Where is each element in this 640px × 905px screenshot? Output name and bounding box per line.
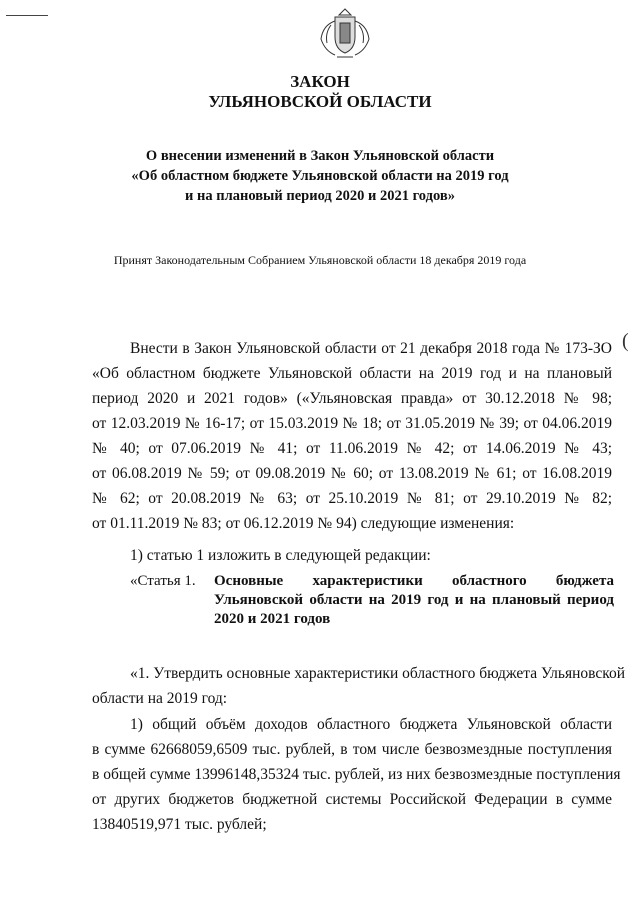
intro-paragraph [92,336,612,536]
coat-of-arms-icon [317,3,373,61]
text-line: № 40; от 07.06.2019 № 41; от 11.06.2019 № 42; от 14.06.2019 № 43; [92,440,612,457]
text-line: 1) статью 1 изложить в следующей редакции: [130,547,431,564]
text-line: Ульяновской области на 2019 год и на плановый период [214,592,614,608]
region-title: УЛЬЯНОВСКОЙ ОБЛАСТИ [208,92,432,111]
text-line: от 01.11.2019 № 83; от 06.12.2019 № 94) следующие изменения: [92,515,515,532]
law-title: ЗАКОН [290,72,350,91]
text-line: области на 2019 год: [92,690,228,707]
text-line: от 06.08.2019 № 59; от 09.08.2019 № 60; от 13.08.2019 № 61; от 16.08.2019 [92,465,612,482]
text-line: 2020 и 2021 годов [214,611,331,627]
margin-mark: ( [622,330,629,352]
adoption-note: Принят Законодательным Собранием Ульяновской области 18 декабря 2019 года [113,253,527,267]
article-heading [214,572,614,629]
text-line: № 62; от 20.08.2019 № 63; от 25.10.2019 № 81; от 29.10.2019 № 82; [92,490,612,507]
text-line: период 2020 и 2021 годов» («Ульяновская правда» от 30.12.2018 № 98; [92,390,612,407]
text-line: Внести в Закон Ульяновской области от 21 декабря 2018 года № 173-ЗО [130,340,612,357]
amendment-item [92,543,612,568]
text-line: «Об областном бюджете Ульяновской области на 2019 год и на плановый [92,365,612,382]
text-line: в сумме 62668059,6509 тыс. рублей, в том числе безвозмездные поступления [92,741,612,758]
text-line: в общей сумме 13996148,35324 тыс. рублей, из них безвозмездные поступления [92,766,621,783]
clause-1 [92,661,626,711]
clause-1-item-1 [92,712,621,837]
text-line: от 12.03.2019 № 16-17; от 15.03.2019 № 18; от 31.05.2019 № 39; от 04.06.2019 [92,415,612,432]
subject-line: и на плановый период 2020 и 2021 годов» [185,188,455,204]
text-line: от других бюджетов бюджетной системы Российской Федерации в сумме [92,791,612,808]
text-line: «1. Утвердить основные характеристики областного бюджета Ульяновской [130,665,626,682]
subject-line: «Об областном бюджете Ульяновской области на 2019 год [131,168,509,184]
text-line: 13840519,971 тыс. рублей; [92,816,267,833]
text-line: 1) общий объём доходов областного бюджета Ульяновской области [130,716,612,733]
article-label: «Статья 1. [130,573,196,589]
subject-line: О внесении изменений в Закон Ульяновской области [145,148,495,164]
text-line: Основные характеристики областного бюджета [214,573,614,589]
corner-line [6,15,48,16]
